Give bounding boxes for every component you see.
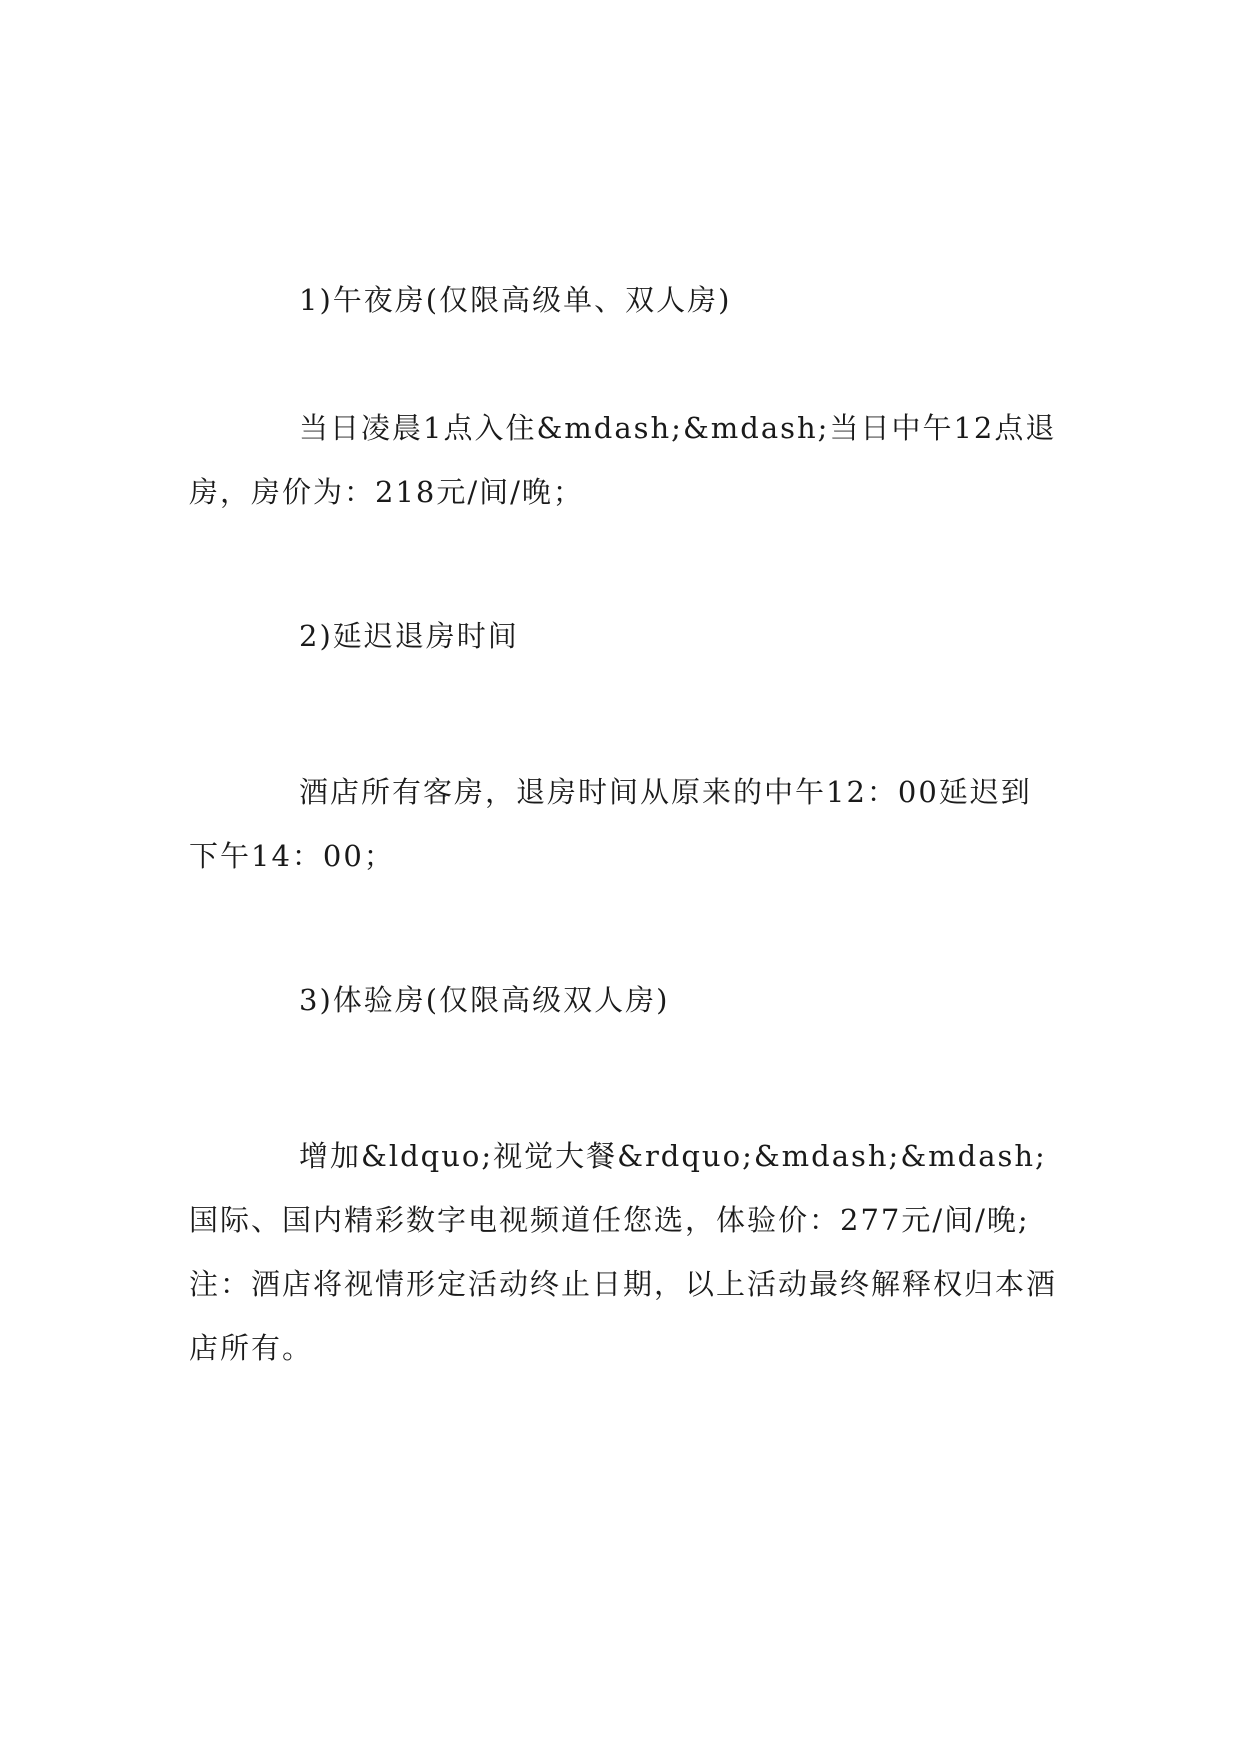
paragraph-late-checkout-details: 酒店所有客房，退房时间从原来的中午12：00延迟到下午14：00； [189, 775, 1032, 873]
heading-late-checkout: 2)延迟退房时间 [299, 619, 519, 653]
heading-midnight-room: 1)午夜房(仅限高级单、双人房) [299, 283, 732, 317]
paragraph-experience-room-details: 增加&ldquo;视觉大餐&rdquo;&mdash;&mdash;国际、国内精彩数字电视频道任您选，体验价：277元/间/晚;注：酒店将视情形定活动终止日期，以上活动最终解释权归本酒店所有。 [189, 1139, 1058, 1365]
paragraph-midnight-room-details: 当日凌晨1点入住&mdash;&mdash;当日中午12点退房，房价为：218元/间/晚； [189, 411, 1057, 509]
heading-experience-room: 3)体验房(仅限高级双人房) [299, 983, 670, 1017]
